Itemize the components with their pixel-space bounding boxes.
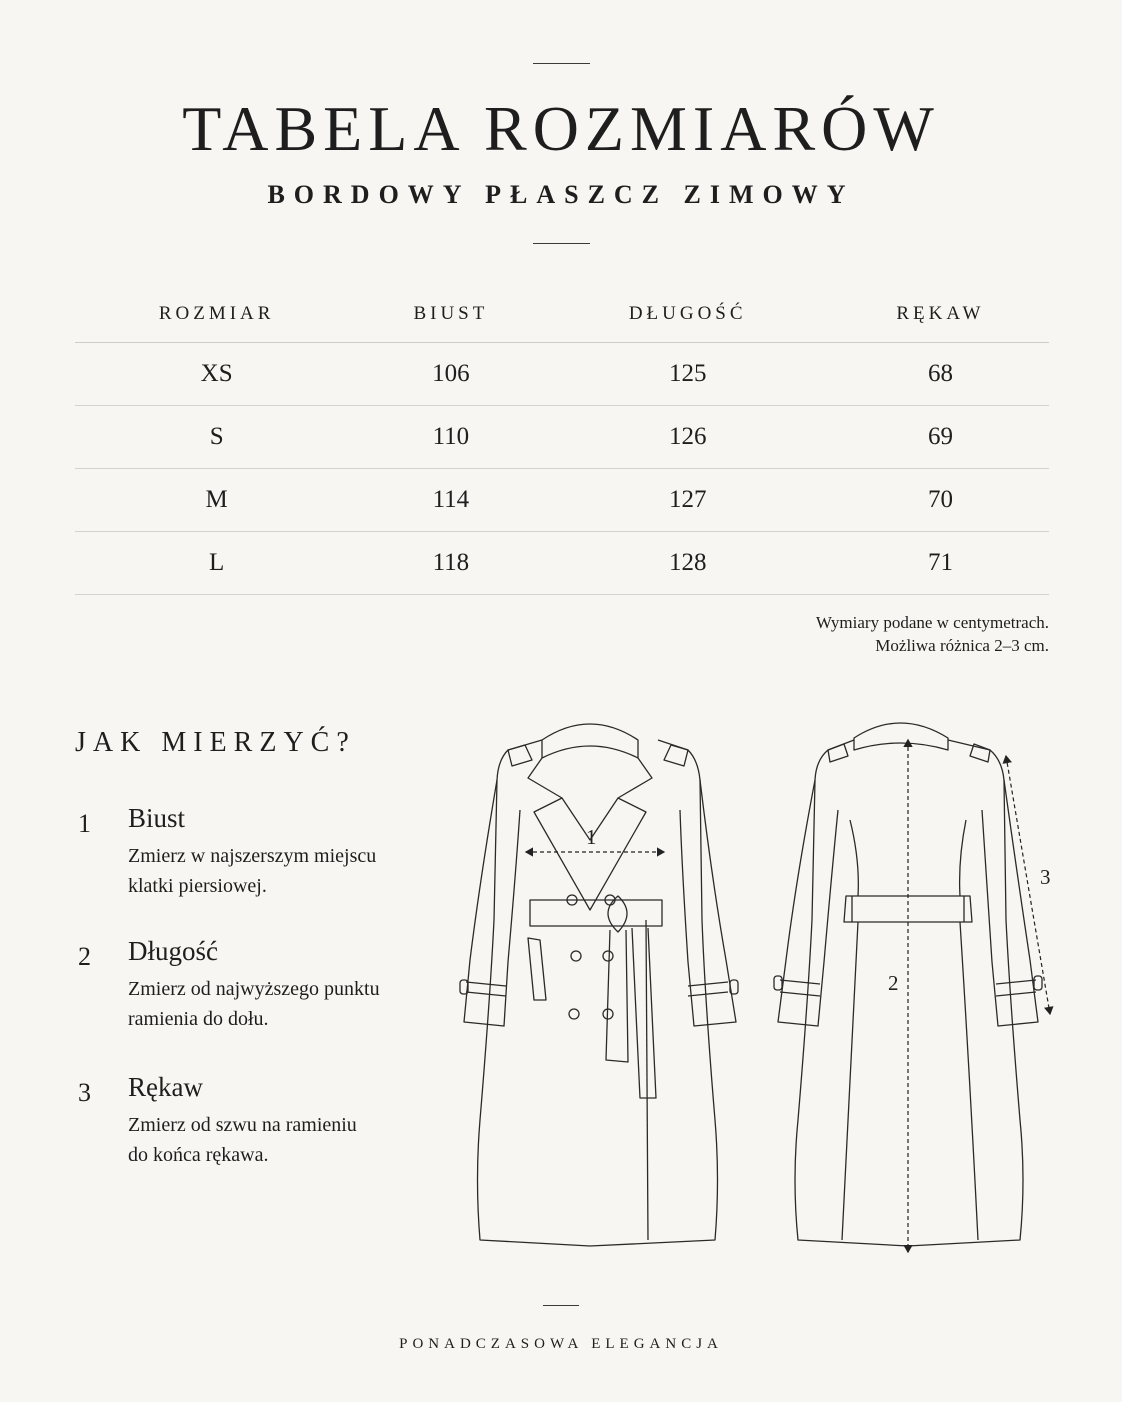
table-row <box>75 532 1049 595</box>
step-description-line: do końca rękawa. <box>128 1144 269 1166</box>
table-row <box>75 343 1049 406</box>
step-description-line: klatki piersiowej. <box>128 875 267 897</box>
length-cell: 126 <box>544 406 832 469</box>
sleeve-cell: 69 <box>832 406 1049 469</box>
how-to-measure-title: JAK MIERZYĆ? <box>75 727 356 758</box>
bust-cell: 106 <box>358 343 543 406</box>
front-coat-drawing <box>460 724 738 1246</box>
sleeve-cell: 70 <box>832 469 1049 532</box>
size-cell: S <box>75 406 358 469</box>
size-cell: L <box>75 532 358 595</box>
table-header-row <box>75 286 1049 343</box>
column-header-size: ROZMIAR <box>75 286 358 343</box>
column-header-length: DŁUGOŚĆ <box>544 286 832 343</box>
column-header-bust: BIUST <box>358 286 543 343</box>
size-table <box>75 286 1049 595</box>
bust-cell: 110 <box>358 406 543 469</box>
measurement-note <box>816 611 1049 657</box>
bust-measure-label: 1 <box>586 825 597 849</box>
page-subtitle: BORDOWY PŁASZCZ ZIMOWY <box>267 180 855 209</box>
step-number: 1 <box>78 809 91 838</box>
bust-cell: 118 <box>358 532 543 595</box>
sleeve-cell: 71 <box>832 532 1049 595</box>
length-cell: 127 <box>544 469 832 532</box>
size-cell: XS <box>75 343 358 406</box>
note-line-tolerance: Możliwa różnica 2–3 cm. <box>875 636 1049 655</box>
step-name: Rękaw <box>128 1072 203 1102</box>
step-description <box>128 974 458 1034</box>
step-name: Biust <box>128 803 186 833</box>
step-description-line: ramienia do dołu. <box>128 1008 269 1030</box>
bust-cell: 114 <box>358 469 543 532</box>
step-number: 2 <box>78 942 91 971</box>
footer-tagline: PONADCZASOWA ELEGANCJA <box>399 1336 723 1352</box>
column-header-sleeve: RĘKAW <box>832 286 1049 343</box>
length-cell: 128 <box>544 532 832 595</box>
table-row <box>75 406 1049 469</box>
coat-measurement-diagram <box>450 700 1070 1270</box>
sleeve-measure-label: 3 <box>1040 865 1051 889</box>
table-row <box>75 469 1049 532</box>
step-description-line: Zmierz w najszerszym miejscu <box>128 845 377 867</box>
footer-divider <box>543 1305 579 1306</box>
step-description-line: Zmierz od szwu na ramieniu <box>128 1114 357 1136</box>
sleeve-cell: 68 <box>832 343 1049 406</box>
note-line-units: Wymiary podane w centymetrach. <box>815 613 1049 632</box>
step-number: 3 <box>78 1078 91 1107</box>
length-cell: 125 <box>544 343 832 406</box>
step-description <box>128 1110 458 1170</box>
length-measure-label: 2 <box>888 971 899 995</box>
size-cell: M <box>75 469 358 532</box>
step-name: Długość <box>128 936 218 966</box>
page-title: TABELA ROZMIARÓW <box>182 93 940 164</box>
step-description-line: Zmierz od najwyższego punktu <box>128 978 380 1000</box>
step-description <box>128 841 458 901</box>
top-divider <box>533 63 590 64</box>
header-divider <box>533 243 590 244</box>
